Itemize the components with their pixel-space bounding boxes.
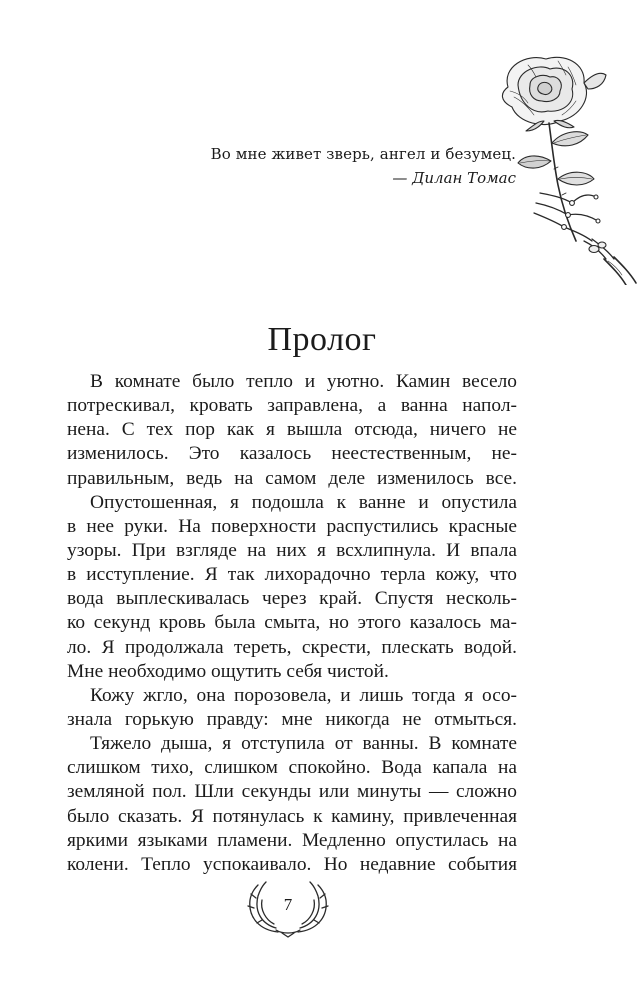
text-line: знала горькую правду: мне никогда не отмыться.: [67, 708, 517, 730]
chapter-text: [67, 370, 517, 877]
text-line: изменилось. Это казалось неестественным, не-: [67, 443, 517, 465]
text-line: Кожу жгло, она порозовела, и лишь тогда я осо-: [90, 684, 517, 706]
text-line: было сказать. Я потянулась к камину, привлеченная: [67, 805, 517, 827]
paragraph-4: [67, 732, 517, 877]
text-line: ло. Я продолжала тереть, скрести, плескать водой.: [67, 636, 517, 658]
page-number: 7: [283, 895, 293, 914]
text-line: В комнате было тепло и уютно. Камин весело: [90, 371, 517, 392]
text-line: яркими языками пламени. Медленно опустилась на: [67, 829, 517, 851]
epigraph: [211, 142, 516, 190]
text-line: правильным, ведь на самом деле изменилось все.: [67, 467, 517, 489]
epigraph-quote: Во мне живет зверь, ангел и безумец.: [210, 145, 516, 163]
page-number-ornament: [232, 880, 344, 938]
text-line: Мне необходимо ощутить себя чистой.: [67, 660, 389, 682]
text-line: ко секунд кровь была смыта, но этого казалось ма-: [67, 612, 517, 634]
paragraph-1: [67, 370, 517, 491]
paragraph-2: [67, 491, 517, 684]
text-line: нена. С тех пор как я вышла отсюда, ничего не: [67, 419, 517, 441]
text-line: Тяжело дыша, я отступила от ванны. В комнате: [90, 733, 517, 755]
text-line: земляной пол. Шли секунды или минуты — сложно: [67, 781, 517, 803]
paragraph-3: [67, 684, 517, 732]
text-line: слишком тихо, слишком спокойно. Вода капала на: [67, 757, 517, 779]
text-line: колени. Тепло успокаивало. Но недавние события: [67, 853, 517, 875]
text-line: в исступление. Я так лихорадочно терла кожу, что: [67, 564, 517, 586]
text-line: узоры. При взгляде на них я всхлипнула. И впала: [67, 539, 517, 561]
chapter-title: Пролог: [267, 321, 377, 358]
text-line: в нее руки. На поверхности распустились красные: [67, 515, 517, 537]
text-line: потрескивал, кровать заправлена, а ванна напол-: [67, 395, 517, 417]
epigraph-author: — Дилан Томас: [392, 169, 516, 187]
text-line: вода выплескивалась через край. Спустя несколь-: [67, 588, 517, 610]
text-line: Опустошенная, я подошла к ванне и опустила: [90, 491, 517, 513]
